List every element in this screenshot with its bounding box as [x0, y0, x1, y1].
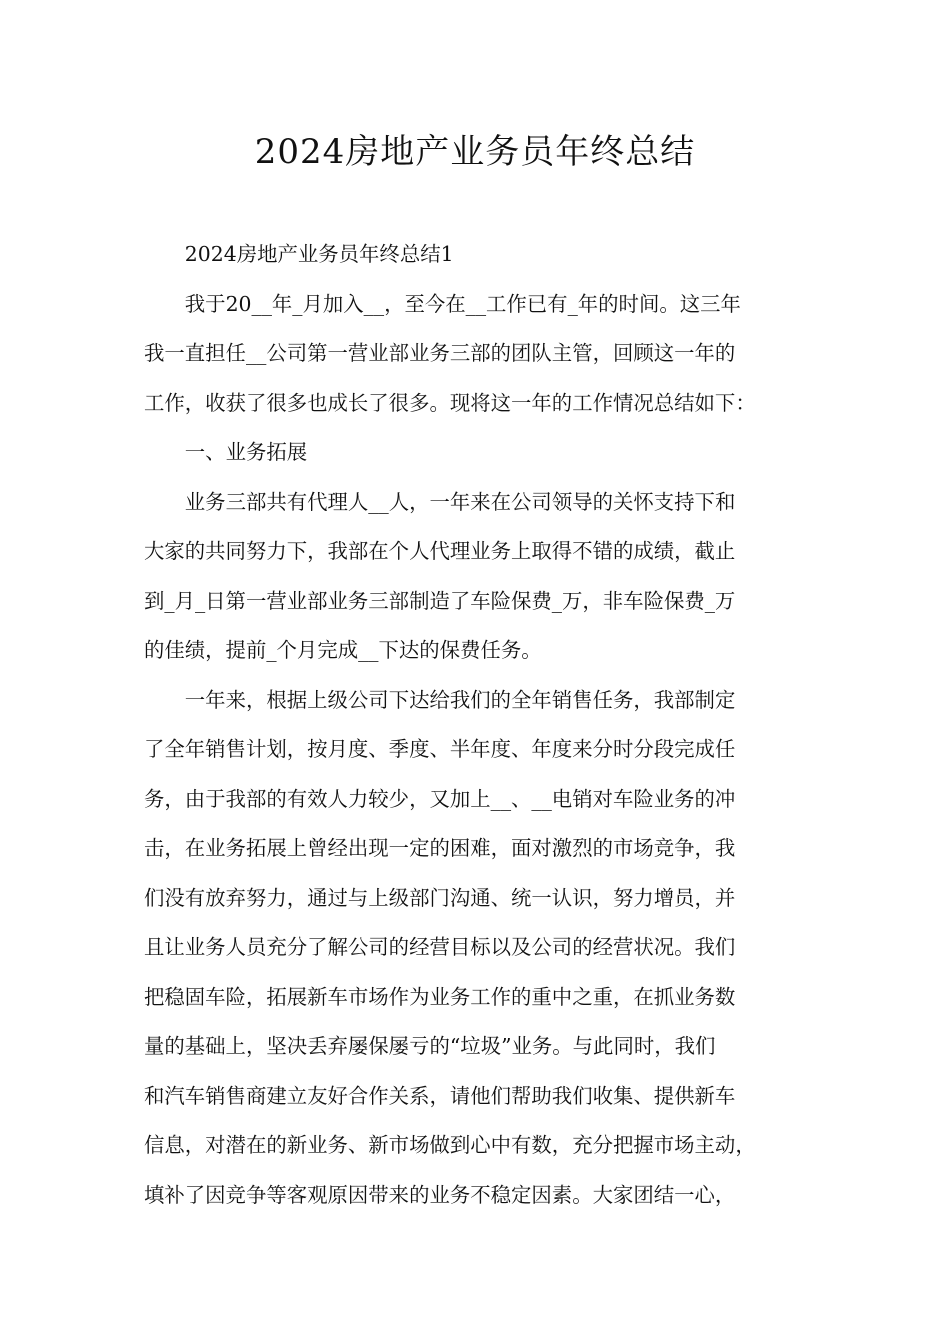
text-line: 2024房地产业务员年终总结1	[184, 242, 454, 266]
text-line: 把稳固车险，拓展新车市场作为业务工作的重中之重，在抓业务数	[144, 984, 736, 1009]
text-line: 业务三部共有代理人__人，一年来在公司领导的关怀支持下和	[184, 489, 736, 514]
text-line: 们没有放弃努力，通过与上级部门沟通、统一认识，努力增员，并	[144, 885, 736, 910]
text-line: 的佳绩，提前_个月完成__下达的保费任务。	[144, 638, 542, 662]
text-line: 量的基础上，坚决丢弃屡保屡亏的“垃圾”业务。与此同时，我们	[144, 1034, 716, 1058]
text-line: 到_月_日第一营业部业务三部制造了车险保费_万，非车险保费_万	[144, 588, 736, 613]
text-line: 了全年销售计划，按月度、季度、半年度、年度来分时分段完成任	[144, 737, 736, 761]
text-line: 我于20__年_月加入__，至今在__工作已有_年的时间。这三年	[184, 291, 741, 316]
text-line: 一、业务拓展	[184, 440, 308, 464]
text-line: 和汽车销售商建立友好合作关系，请他们帮助我们收集、提供新车	[144, 1083, 736, 1108]
text-line: 工作，收获了很多也成长了很多。现将这一年的工作情况总结如下：	[144, 390, 756, 415]
text-line: 填补了因竞争等客观原因带来的业务不稳定因素。大家团结一心，	[144, 1182, 736, 1207]
paragraph-sales-plan	[144, 676, 812, 1221]
document-title: 2024房地产业务员年终总结	[254, 132, 696, 172]
text-line: 我一直担任__公司第一营业部业务三部的团队主管，回顾这一年的	[144, 341, 736, 365]
section-subtitle	[144, 230, 812, 280]
paragraph-intro	[144, 280, 812, 429]
paragraph-business-results	[144, 478, 812, 676]
document-body	[144, 230, 812, 1220]
text-line: 一年来，根据上级公司下达给我们的全年销售任务，我部制定	[184, 687, 736, 712]
text-line: 击，在业务拓展上曾经出现一定的困难，面对激烈的市场竞争，我	[144, 836, 736, 860]
section-heading	[144, 428, 812, 478]
text-line: 信息，对潜在的新业务、新市场做到心中有数，充分把握市场主动，	[144, 1133, 756, 1157]
text-line: 且让业务人员充分了解公司的经营目标以及公司的经营状况。我们	[144, 935, 736, 959]
text-line: 务，由于我部的有效人力较少，又加上__、__电销对车险业务的冲	[144, 786, 736, 811]
text-line: 大家的共同努力下，我部在个人代理业务上取得不错的成绩，截止	[144, 539, 736, 563]
